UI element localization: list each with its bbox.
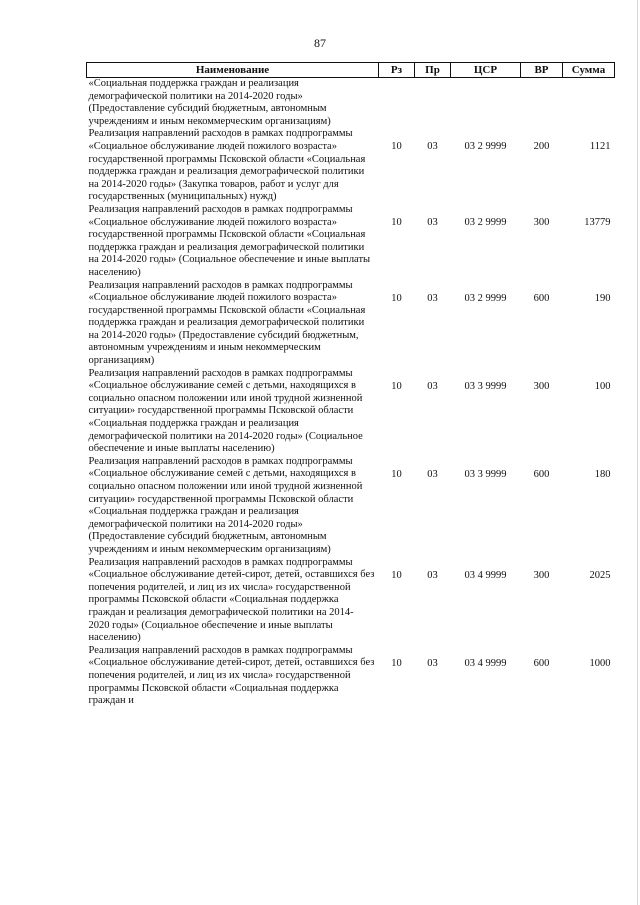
row-rz: 10	[391, 292, 402, 304]
row-csr: 03 2 9999	[464, 292, 507, 304]
row-pr: 03	[427, 468, 438, 480]
row-sum: 1000	[589, 657, 611, 669]
row-csr: 03 4 9999	[464, 569, 507, 581]
row-pr: 03	[427, 141, 438, 153]
row-pr: 03	[427, 380, 438, 392]
budget-table	[86, 62, 615, 708]
row-rz: 10	[391, 569, 402, 581]
page-number: 87	[314, 36, 326, 50]
table-row	[87, 204, 615, 280]
row-rz: 10	[391, 657, 402, 669]
row-rz: 10	[391, 141, 402, 153]
scan-edge-line	[637, 0, 638, 905]
header-csr: ЦСР	[451, 63, 521, 78]
row-sum: 2025	[589, 569, 611, 581]
table-row	[87, 78, 615, 129]
row-vr	[521, 78, 563, 129]
row-vr: 600	[533, 292, 550, 304]
row-sum: 190	[594, 292, 611, 304]
table-header-row	[87, 63, 615, 78]
row-pr: 03	[427, 569, 438, 581]
row-sum: 180	[594, 468, 611, 480]
row-csr	[451, 78, 521, 129]
row-vr: 600	[533, 657, 550, 669]
row-vr: 300	[533, 380, 550, 392]
row-vr: 200	[533, 141, 550, 153]
table-row	[87, 456, 615, 557]
row-csr: 03 4 9999	[464, 657, 507, 669]
row-name: Реализация направлений расходов в рамках подпрограммы «Социальное обслуживание людей пожилого возраста» государственной программы Псковской области «Социальная поддержка граждан и реализация демографической политики на 2014-2020 годы» (Социальное обеспечение и иные выплаты населению)	[88, 203, 371, 278]
header-pr: Пр	[415, 63, 451, 78]
row-csr: 03 3 9999	[464, 380, 507, 392]
row-pr: 03	[427, 657, 438, 669]
row-name: Реализация направлений расходов в рамках подпрограммы «Социальное обслуживание детей-сирот, детей, оставшихся без попечения родителей, и лиц из их числа» государственной программы Псковской области «Социальная поддержка граждан и реализация демографической политики на 2014-2020 годы» (Социальное обеспечение и иные выплаты населению)	[88, 556, 375, 644]
row-pr: 03	[427, 216, 438, 228]
row-csr: 03 2 9999	[464, 216, 507, 228]
table-row	[87, 557, 615, 645]
row-name: «Социальная поддержка граждан и реализация демографической политики на 2014-2020 годы» (Предоставление субсидий бюджетным, автономным учреждениям и иным некоммерческим организациям)	[88, 78, 331, 127]
header-name: Наименование	[87, 63, 379, 78]
row-rz	[379, 78, 415, 129]
row-csr: 03 3 9999	[464, 468, 507, 480]
row-csr: 03 2 9999	[464, 141, 507, 153]
table-row	[87, 368, 615, 456]
row-vr: 300	[533, 216, 550, 228]
row-vr: 300	[533, 569, 550, 581]
row-pr: 03	[427, 292, 438, 304]
row-name: Реализация направлений расходов в рамках подпрограммы «Социальное обслуживание детей-сирот, детей, оставшихся без попечения родителей, и лиц из их числа» государственной программы Псковской области «Социальная поддержка граждан и	[88, 644, 375, 707]
table-row	[87, 280, 615, 368]
row-sum	[563, 78, 615, 129]
table-row	[87, 128, 615, 204]
table-row	[87, 645, 615, 708]
row-name: Реализация направлений расходов в рамках подпрограммы «Социальное обслуживание семей с детьми, находящихся в социально опасном положении или иной трудной жизненной ситуации» государственной программы Псковской области «Социальная поддержка граждан и реализация демографической политики на 2014-2020 годы» (Предоставление субсидий бюджетным, автономным учреждениям и иным некоммерческим организациям)	[88, 455, 363, 555]
row-rz: 10	[391, 468, 402, 480]
row-rz: 10	[391, 216, 402, 228]
row-pr	[415, 78, 451, 129]
header-vr: ВР	[521, 63, 563, 78]
row-name: Реализация направлений расходов в рамках подпрограммы «Социальное обслуживание людей пожилого возраста» государственной программы Псковской области «Социальная поддержка граждан и реализация демографической политики на 2014-2020 годы» (Предоставление субсидий бюджетным, автономным учреждениям и иным некоммерческим организациям)	[88, 279, 366, 367]
row-name: Реализация направлений расходов в рамках подпрограммы «Социальное обслуживание людей пожилого возраста» государственной программы Псковской области «Социальная поддержка граждан и реализация демографической политики на 2014-2020 годы» (Закупка товаров, работ и услуг для государственных (муниципальных) нужд)	[88, 128, 366, 203]
header-rz: Рз	[379, 63, 415, 78]
row-sum: 1121	[589, 141, 611, 153]
header-sum: Сумма	[563, 63, 615, 78]
row-sum: 13779	[584, 216, 611, 228]
row-name: Реализация направлений расходов в рамках подпрограммы «Социальное обслуживание семей с детьми, находящихся в социально опасном положении или иной трудной жизненной ситуации» государственной программы Псковской области «Социальная поддержка граждан и реализация демографической политики на 2014-2020 годы» (Социальное обеспечение и иные выплаты населению)	[88, 367, 363, 455]
row-sum: 100	[594, 380, 611, 392]
row-vr: 600	[533, 468, 550, 480]
row-rz: 10	[391, 380, 402, 392]
